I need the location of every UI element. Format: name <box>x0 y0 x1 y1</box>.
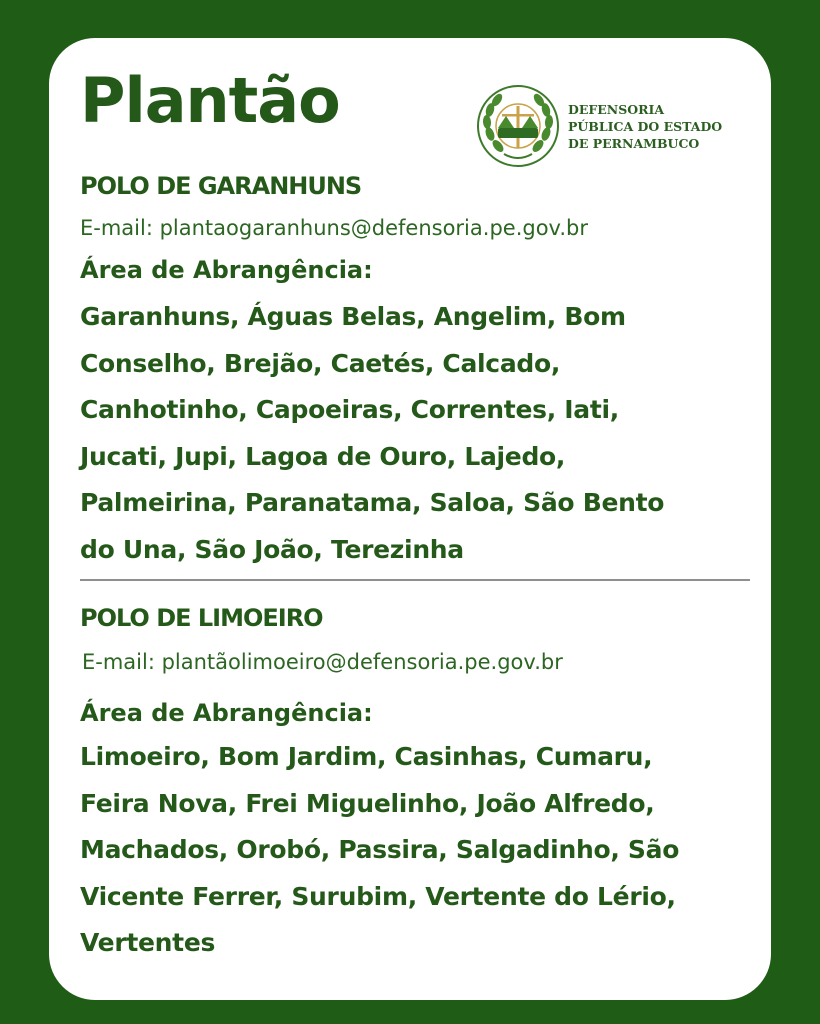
organization-name <box>568 101 722 152</box>
polo-limoeiro-area-label: Área de Abrangência: <box>80 699 373 727</box>
section-divider <box>80 579 750 581</box>
cities-line: Limoeiro, Bom Jardim, Casinhas, Cumaru, <box>80 742 653 771</box>
organization-line-2: PÚBLICA DO ESTADO <box>568 119 723 134</box>
page-title: Plantão <box>80 64 340 137</box>
organization-line-3: DE PERNAMBUCO <box>568 136 700 151</box>
polo-garanhuns-title: POLO DE GARANHUNS <box>80 172 362 200</box>
cities-line: Machados, Orobó, Passira, Salgadinho, São <box>80 835 680 864</box>
polo-limoeiro-cities <box>80 734 770 967</box>
cities-line: Conselho, Brejão, Caetés, Calcado, <box>80 348 561 378</box>
polo-garanhuns-email: E-mail: plantaogaranhuns@defensoria.pe.gov.br <box>80 216 588 240</box>
cities-line: Canhotinho, Capoeiras, Correntes, Iati, <box>80 395 619 424</box>
cities-line: Vicente Ferrer, Surubim, Vertente do Lério, <box>80 881 676 911</box>
polo-limoeiro-title: POLO DE LIMOEIRO <box>80 604 323 632</box>
cities-line: Feira Nova, Frei Miguelinho, João Alfredo, <box>80 788 655 818</box>
cities-line: do Una, São João, Terezinha <box>80 534 464 564</box>
defensoria-seal-icon <box>476 84 560 168</box>
cities-line: Garanhuns, Águas Belas, Angelim, Bom <box>80 302 626 331</box>
organization-line-1: DEFENSORIA <box>568 102 665 117</box>
polo-limoeiro-email: E-mail: plantãolimoeiro@defensoria.pe.gov.br <box>82 650 563 674</box>
cities-line: Jucati, Jupi, Lagoa de Ouro, Lajedo, <box>80 441 566 471</box>
cities-line: Vertentes <box>80 928 216 957</box>
polo-garanhuns-cities <box>80 294 770 573</box>
cities-line: Palmeirina, Paranatama, Saloa, São Bento <box>80 488 665 517</box>
polo-garanhuns-area-label: Área de Abrangência: <box>80 256 373 284</box>
